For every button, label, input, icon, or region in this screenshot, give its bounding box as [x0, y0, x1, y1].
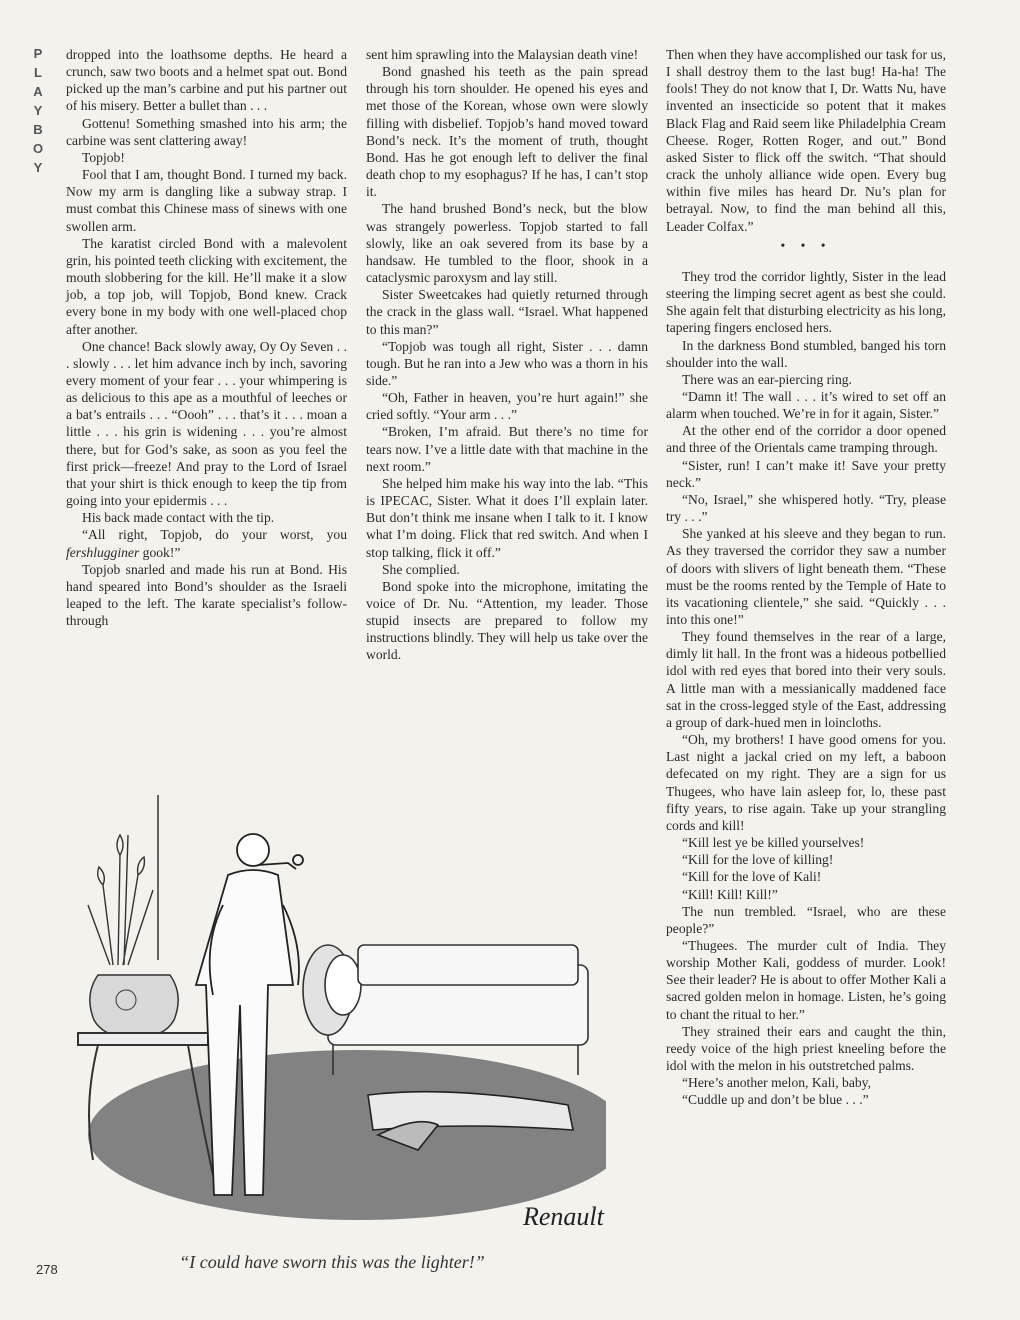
paragraph: In the darkness Bond stumbled, banged his torn shoulder into the wall. — [666, 337, 946, 370]
paragraph: “Sister, run! I can’t make it! Save your pretty neck.” — [666, 457, 946, 490]
paragraph: His back made contact with the tip. — [82, 510, 275, 526]
paragraph: dropped into the loathsome depths. He heard a crunch, saw two boots and a helmet spat out. Bond picked up the man’s carbine and put his partner out of his misery. Better a bullet than . . . — [66, 47, 347, 114]
paragraph: “No, Israel,” she whispered hotly. “Try, please try . . .” — [666, 491, 946, 525]
paragraph: Topjob snarled and made his run at Bond. His hand speared into Bond’s shoulder as the Israeli leaped to the left. The karate specialist’s follow-through — [66, 561, 347, 629]
paragraph: “Kill for the love of killing! — [682, 852, 834, 868]
logo-letter: Y — [33, 103, 43, 118]
paragraph: Fool that I am, thought Bond. I turned my back. Now my arm is dangling like a subway strap. I must combat this Chinese mass of sinews with one swollen arm. — [66, 167, 347, 234]
paragraph: “Oh, my brothers! I have good omens for you. Last night a jackal cried on my left, a baboon defecated on my right. They are a sign for us Thugees, who have lain asleep for, lo, these past fifty years, to rise again. Take up your strangling cords and kill! — [666, 732, 946, 833]
paragraph: “Kill lest ye be killed yourselves! — [682, 835, 865, 851]
logo-letter: L — [34, 65, 42, 80]
magazine-logo-vertical — [28, 44, 48, 177]
paragraph: “Cuddle up and don’t be blue . . .” — [682, 1092, 869, 1108]
paragraph: Topjob! — [82, 149, 125, 165]
paragraph: Sister Sweetcakes had quietly returned through the crack in the glass wall. “Israel. What happened to this man?” — [366, 287, 648, 337]
logo-letter: A — [33, 84, 43, 99]
text-column-3 — [666, 46, 946, 1109]
paragraph: Bond gnashed his teeth as the pain spread through his torn shoulder. He opened his eyes and met those of the Korean, whose own were slowly filling with disbelief. Topjob’s hand moved toward Bond’s neck. It’s the moment of truth, thought Bond. Has he got enough left to deliver the final death chop to my esophagus? If he has, I can’t stop it. — [366, 64, 648, 200]
paragraph: The nun trembled. “Israel, who are these people?” — [666, 903, 946, 936]
paragraph: The hand brushed Bond’s neck, but the blow was strangely powerless. Topjob started to fall slowly, like an oak severed from its base by a handsaw. He tumbled to the floor, shook in a cataclysmic paroxysm and lay still. — [366, 201, 648, 286]
paragraph: They strained their ears and caught the thin, reedy voice of the high priest kneeling before the idol with the melon in his outstretched palms. — [666, 1023, 946, 1074]
paragraph: Gottenu! Something smashed into his arm; the carbine was sent clattering away! — [66, 115, 347, 148]
paragraph: They trod the corridor lightly, Sister in the lead steering the limping secret agent as best she could. She again felt that disturbing electricity as his long, tapering fingers enclosed hers. — [666, 268, 946, 336]
text-column-1 — [66, 46, 347, 629]
logo-letter: Y — [33, 160, 43, 175]
paragraph: “Kill! Kill! Kill!” — [682, 886, 778, 902]
paragraph: The karatist circled Bond with a malevolent grin, his pointed teeth clicking with excitement, the mouth slobbering for the kill. He’ll make it a slow job, a top job, will Topjob, Bond knew. Crack every bone in my body with one well-placed chop after another. — [66, 235, 347, 337]
text-column-2 — [366, 46, 648, 664]
cartoon-caption: “I could have sworn this was the lighter!” — [179, 1252, 485, 1272]
paragraph: She helped him make his way into the lab. “This is IPECAC, Sister. What it does I’ll explain later. But don’t think me insane when I talk to it. I know what I’m doing. Flick that red switch. And when I stop talking, flick it off.” — [366, 475, 648, 560]
paragraph: Then when they have accomplished our task for us, I shall destroy them to the last bug! Ha-ha! The fools! They do not know that I, Dr. Watts Nu, have invented an insecticide so potent that it makes Black Flag and Raid seem like Philadelphia Cream Cheese. Roger, Rotten Roger, and out.” Bond asked Sister to flick off the switch. “That should crack the unholy alliance wide open. Every bug within five miles has heard Dr. Nu’s plan for betrayal. Now, to find the man behind all this, Leader Colfax.” — [666, 47, 946, 234]
paragraph: sent him sprawling into the Malaysian death vine! — [366, 47, 639, 62]
page-number: 278 — [36, 1262, 58, 1277]
paragraph: One chance! Back slowly away, Oy Oy Seven . . . slowly . . . let him advance inch by inch, savoring every moment of your fear . . . your whimpering is as delicious to this ape as a mouthful of leeches or a bat’s entrails . . . “Oooh” . . . that’s it . . . moan a little . . . his grin is widening . . . you’re almost there, but for God’s sake, as soon as you feel the first prick—freeze! And pray to the Lord of Israel that your shirt is thick enough to keep the tip from going into your epidermis . . . — [66, 338, 347, 509]
paragraph: “Thugees. The murder cult of India. They worship Mother Kali, goddess of murder. Look! See their leader? He is about to offer Mother Kali a sacred golden melon in homage. Listen, he’s going to chant the ritual to her.” — [666, 937, 946, 1022]
paragraph: “Topjob was tough all right, Sister . . . damn tough. But he ran into a Jew who was a thorn in his side.” — [366, 338, 648, 388]
paragraph: “Here’s another melon, Kali, baby, — [682, 1075, 871, 1091]
cartoon-illustration — [58, 795, 606, 1250]
logo-letter: P — [33, 46, 43, 61]
logo-letter: B — [33, 122, 43, 137]
paragraph: “Oh, Father in heaven, you’re hurt again!” she cried softly. “Your arm . . .” — [366, 390, 648, 423]
cartoonist-signature: Renault — [523, 1202, 604, 1231]
floor-shadow — [88, 1050, 606, 1220]
paragraph: “Kill for the love of Kali! — [682, 869, 822, 885]
paragraph: At the other end of the corridor a door opened and three of the Orientals came tramping through. — [666, 423, 946, 456]
paragraph: Bond spoke into the microphone, imitating the voice of Dr. Nu. “Attention, my leader. Those stupid insects are prepared to follow my instructions blindly. They will help us take over the world. — [366, 578, 648, 663]
logo-letter: O — [32, 141, 44, 156]
paragraph: There was an ear-piercing ring. — [682, 371, 852, 387]
paragraph: She yanked at his sleeve and they began to run. As they traversed the corridor they saw a number of doors with slivers of light beneath them. “These must be the rooms rented by the Temple of Hate to its vacationing clientele,” she said. “Quickly . . . into this one!” — [666, 526, 946, 627]
potted-plant — [88, 835, 153, 965]
paragraph: She complied. — [382, 561, 460, 577]
paragraph: • • • — [780, 237, 832, 253]
paragraph: “Damn it! The wall . . . it’s wired to set off an alarm when touched. We’re in for it again, Sister.” — [666, 388, 946, 422]
paragraph: They found themselves in the rear of a large, dimly lit hall. In the front was a hideous potbellied idol with red eyes that bored into their very souls. A little man with a messianically maddened face sat in the cross-legged style of the East, addressing a group of dark-hued men in loincloths. — [666, 629, 946, 730]
paragraph: “Broken, I’m afraid. But there’s no time for tears now. I’ve a little date with that machine in the next room.” — [366, 424, 648, 474]
paragraph: “All right, Topjob, do your worst, you fershlugginer gook!” — [66, 527, 347, 560]
